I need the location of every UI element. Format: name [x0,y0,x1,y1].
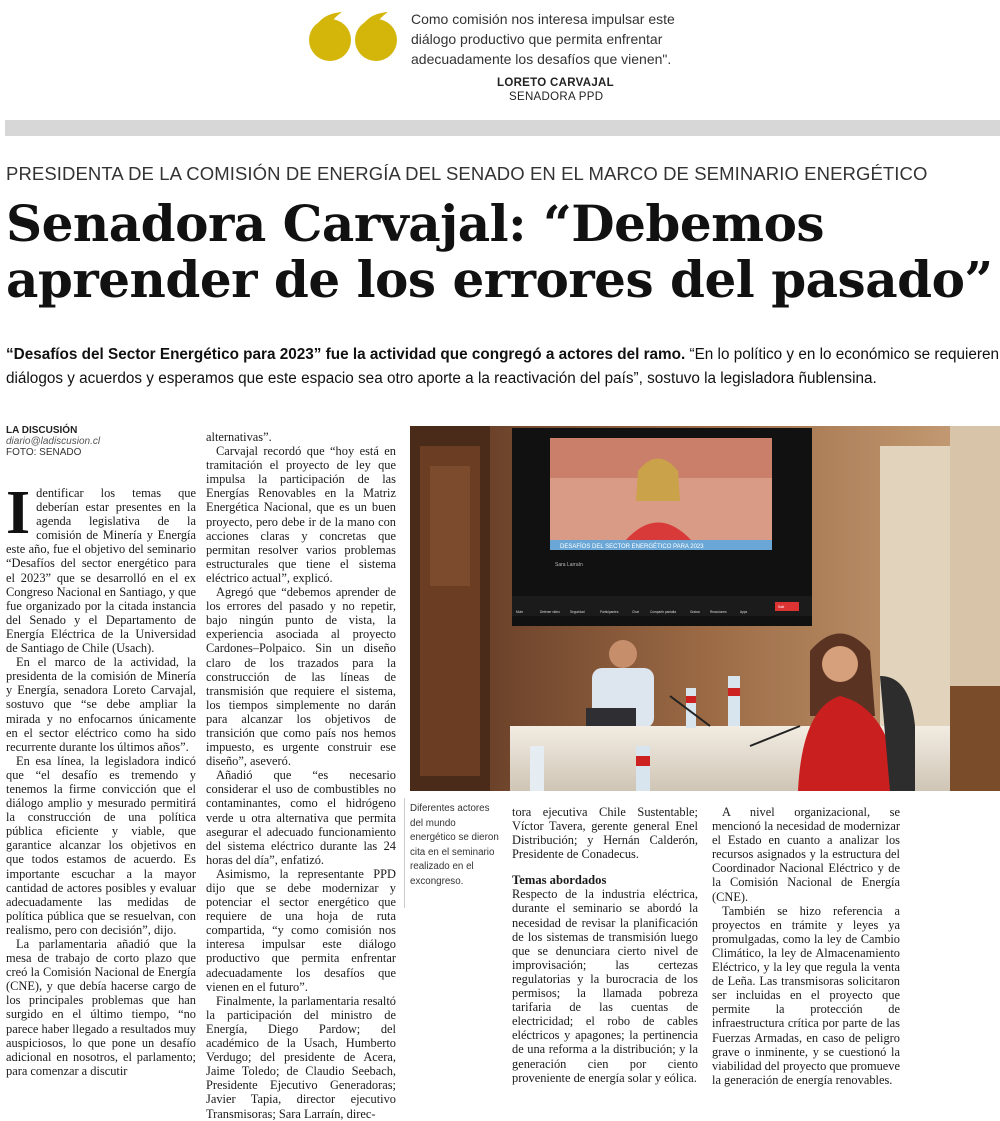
paragraph: En esa línea, la legisladora indicó que “el desafío es tremendo y tenemos la firme convicción que el diálogo amplio y mesurado permitirá la construcción de una política pública eficiente y viable, que garantice alcanzar los objetivos en que todos estamos de acuerdo. Es importante escuchar a la mayor cantidad de actores posibles y evaluar adecuadamente las medidas de política pública que se resuelvan, con realismo, pero con decisión”, dijo. [6,753,196,937]
caption-rule [404,798,405,908]
lede-rest: “En lo político y en lo económico se requieren diálogos y acuerdos y esperamos que este espacio sea otro aporte a la reactivación del país”, sostuvo la legisladora ñublensina. [6,346,1000,387]
lede-bold: “Desafíos del Sector Energético para 2023” fue la actividad que congregó a actores del ramo. [6,346,686,363]
paragraph: Finalmente, la parlamentaria resaltó la participación del ministro de Energía, Diego Pardow; del académico de la Usach, Humberto Verdugo; del presidente de Acera, Jaime Toledo; de Claudio Seebach, Presidente Ejecutivo Generadoras; Javier Tapia, director ejecutivo Transmisoras; Sara Larraín, direc- [206,993,396,1121]
paragraph: alternativas”. [206,430,272,444]
screen-banner: DESAFÍOS DEL SECTOR ENERGÉTICO PARA 2023 [560,544,704,550]
toolbar-label: Participantes [600,610,619,614]
paragraph: A nivel organizacional, se mencionó la necesidad de modernizar el Estado en cuanto a analizar los recursos asignados y la estructura del Coordinador Nacional Eléctrico y de la Comisión Nacional de Energía (CNE). [712,805,900,904]
drop-cap: I [6,479,31,547]
paragraph-text: dentificar los temas que deberían estar presentes en la agenda legislativa de la comisión de Minería y Energía este año, fue el objetivo del seminario “Desafíos del sector energético para el 2023” que se desarrolló en el ex Congreso Nacional en Santiago, y que fue organizado por la citada instancia del Senado y el Departamento de Energía Eléctrica de la Universidad de Santiago de Chile (Usach). [6,486,196,656]
paragraph: Respecto de la industria eléctrica, durante el seminario se abordó la necesidad de revisar la planificación de los sistemas de transmisión luego que se denunciara cierto nivel de improvisación; las certezas regulatorias y la burocracia de los permisos; la llamada pobreza tarifaria de las cuentas de electricidad; el robo de cables eléctricos y apagones; la pertinencia de una reforma a la distribución; y la generación cien por ciento proveniente de energía solar y eólica. [512,887,698,1085]
toolbar-label: Salir [778,605,785,609]
byline-author: LA DISCUSIÓN [6,425,78,436]
paragraph: tora ejecutiva Chile Sustentable; Víctor Tavera, gerente general Enel Distribución; y Hernán Calderón, Presidente de Conadecus. [512,805,698,862]
body-column-2 [206,430,396,1121]
paragraph: Agregó que “debemos aprender de los errores del pasado y no repetir, bajo ningún punto de vista, la experiencia asociada al proyecto Cardones–Polpaico. Sin un diseño claro de los trazados para la construcción de las líneas de transmisión que requiere el sistema, los tiempos simplemente no darán para alcanzar los objetivos de transición que como país nos hemos impuesto, es urgente construir ese diseño”, aseveró. [206,585,396,769]
headline-line-1: Senadora Carvajal: “Debemos [6,194,825,253]
photo-credit: FOTO: SENADO [6,447,82,458]
paragraph: Añadió que “es necesario considerar el uso de combustibles no contaminantes, como el hidrógeno verde u otra alternativa que permita asegurar el adecuado funcionamiento del sistema eléctrico durante las 24 horas del día”, enfatizó. [206,768,396,867]
quote-marks-icon [308,8,400,62]
toolbar-label: Chat [632,610,639,614]
quote-text: Como comisión nos interesa impulsar este diálogo productivo que permita enfrentar adecuadamente los desafíos que vienen". [411,11,675,67]
article-photo [410,426,1000,791]
toolbar-label: Grabar [690,610,700,614]
byline [6,425,196,458]
toolbar-label: Apps [740,610,748,614]
screen-name: Sara Larraín [555,562,583,568]
byline-email[interactable]: diario@ladiscusion.cl [6,436,101,447]
photo-caption: Diferentes actores del mundo energético se dieron cita en el seminario realizado en el excongreso. [410,803,499,887]
toolbar-label: Reacciones [710,610,727,614]
toolbar-label: Mute [516,610,524,614]
toolbar-label: Seguridad [570,610,585,614]
subheading: Temas abordados [512,873,607,888]
section-divider [5,120,1000,136]
seminar-photo-illustration [410,426,1000,791]
body-column-1 [6,479,196,1078]
body-column-4 [712,805,900,1087]
paragraph [6,479,196,656]
headline-line-2: aprender de los errores del pasado” [6,250,993,309]
paragraph: También se hizo referencia a proyectos en trámite y leyes ya promulgadas, como la ley de Cambio Climático, la ley de Almacenamiento Eléctrico, y la ley que regula la venta de Leña. Las transmisoras solicitaron ser incluidas en el proyecto que permite la protección de infraestructura crítica por parte de las Fuerzas Armadas, en caso de peligro grave o inminente, y se cuestionó la viabilidad del proyecto que promueve la generación de energía renovables. [712,903,900,1087]
paragraph: Carvajal recordó que “hoy está en tramitación el proyecto de ley que impulsa la participación de las Energías Renovables en la Matriz Energética Nacional, que es un buen proyecto, pero debe ir de la mano con acciones claras y concretas que permitan resolver varios problemas estructurales que tiene el sistema eléctrico actual”, explicó. [206,444,396,585]
quote-author: LORETO CARVAJAL [497,77,614,89]
pull-quote-box [0,0,1000,118]
toolbar-label: Detener video [540,610,560,614]
paragraph: La parlamentaria añadió que la mesa de trabajo de corto plazo que creó la Comisión Nacional de Energía (CNE), y que debía hacerse cargo de los principales problemas que han surgido en el último tiempo, “no parece haber llegado a resultados muy auspiciosos, lo que pone un desafío adicional en nosotros, el parlamento; para comenzar a discutir [6,937,196,1078]
kicker: PRESIDENTA DE LA COMISIÓN DE ENERGÍA DEL SENADO EN EL MARCO DE SEMINARIO ENERGÉTICO [6,163,928,184]
lede [6,343,1000,391]
quote-role: SENADORA PPD [509,91,604,103]
headline [6,196,1000,308]
body-column-3 [512,805,698,1085]
toolbar-label: Compartir pantalla [650,610,677,614]
paragraph: Asimismo, la representante PPD dijo que se debe modernizar y potenciar el sector energético que requiere de una hoja de ruta compartida, “y como comisión nos interesa impulsar este diálogo productivo que permita enfrentar adecuadamente los desafíos que vienen en el futuro”. [206,866,396,994]
paragraph: En el marco de la actividad, la presidenta de la comisión de Minería y Energía, senadora Loreto Carvajal, sostuvo que “se debe ampliar la mirada y no enfocarnos únicamente en el sector eléctrico como ha sido recurrente durante los últimos años”. [6,655,196,754]
